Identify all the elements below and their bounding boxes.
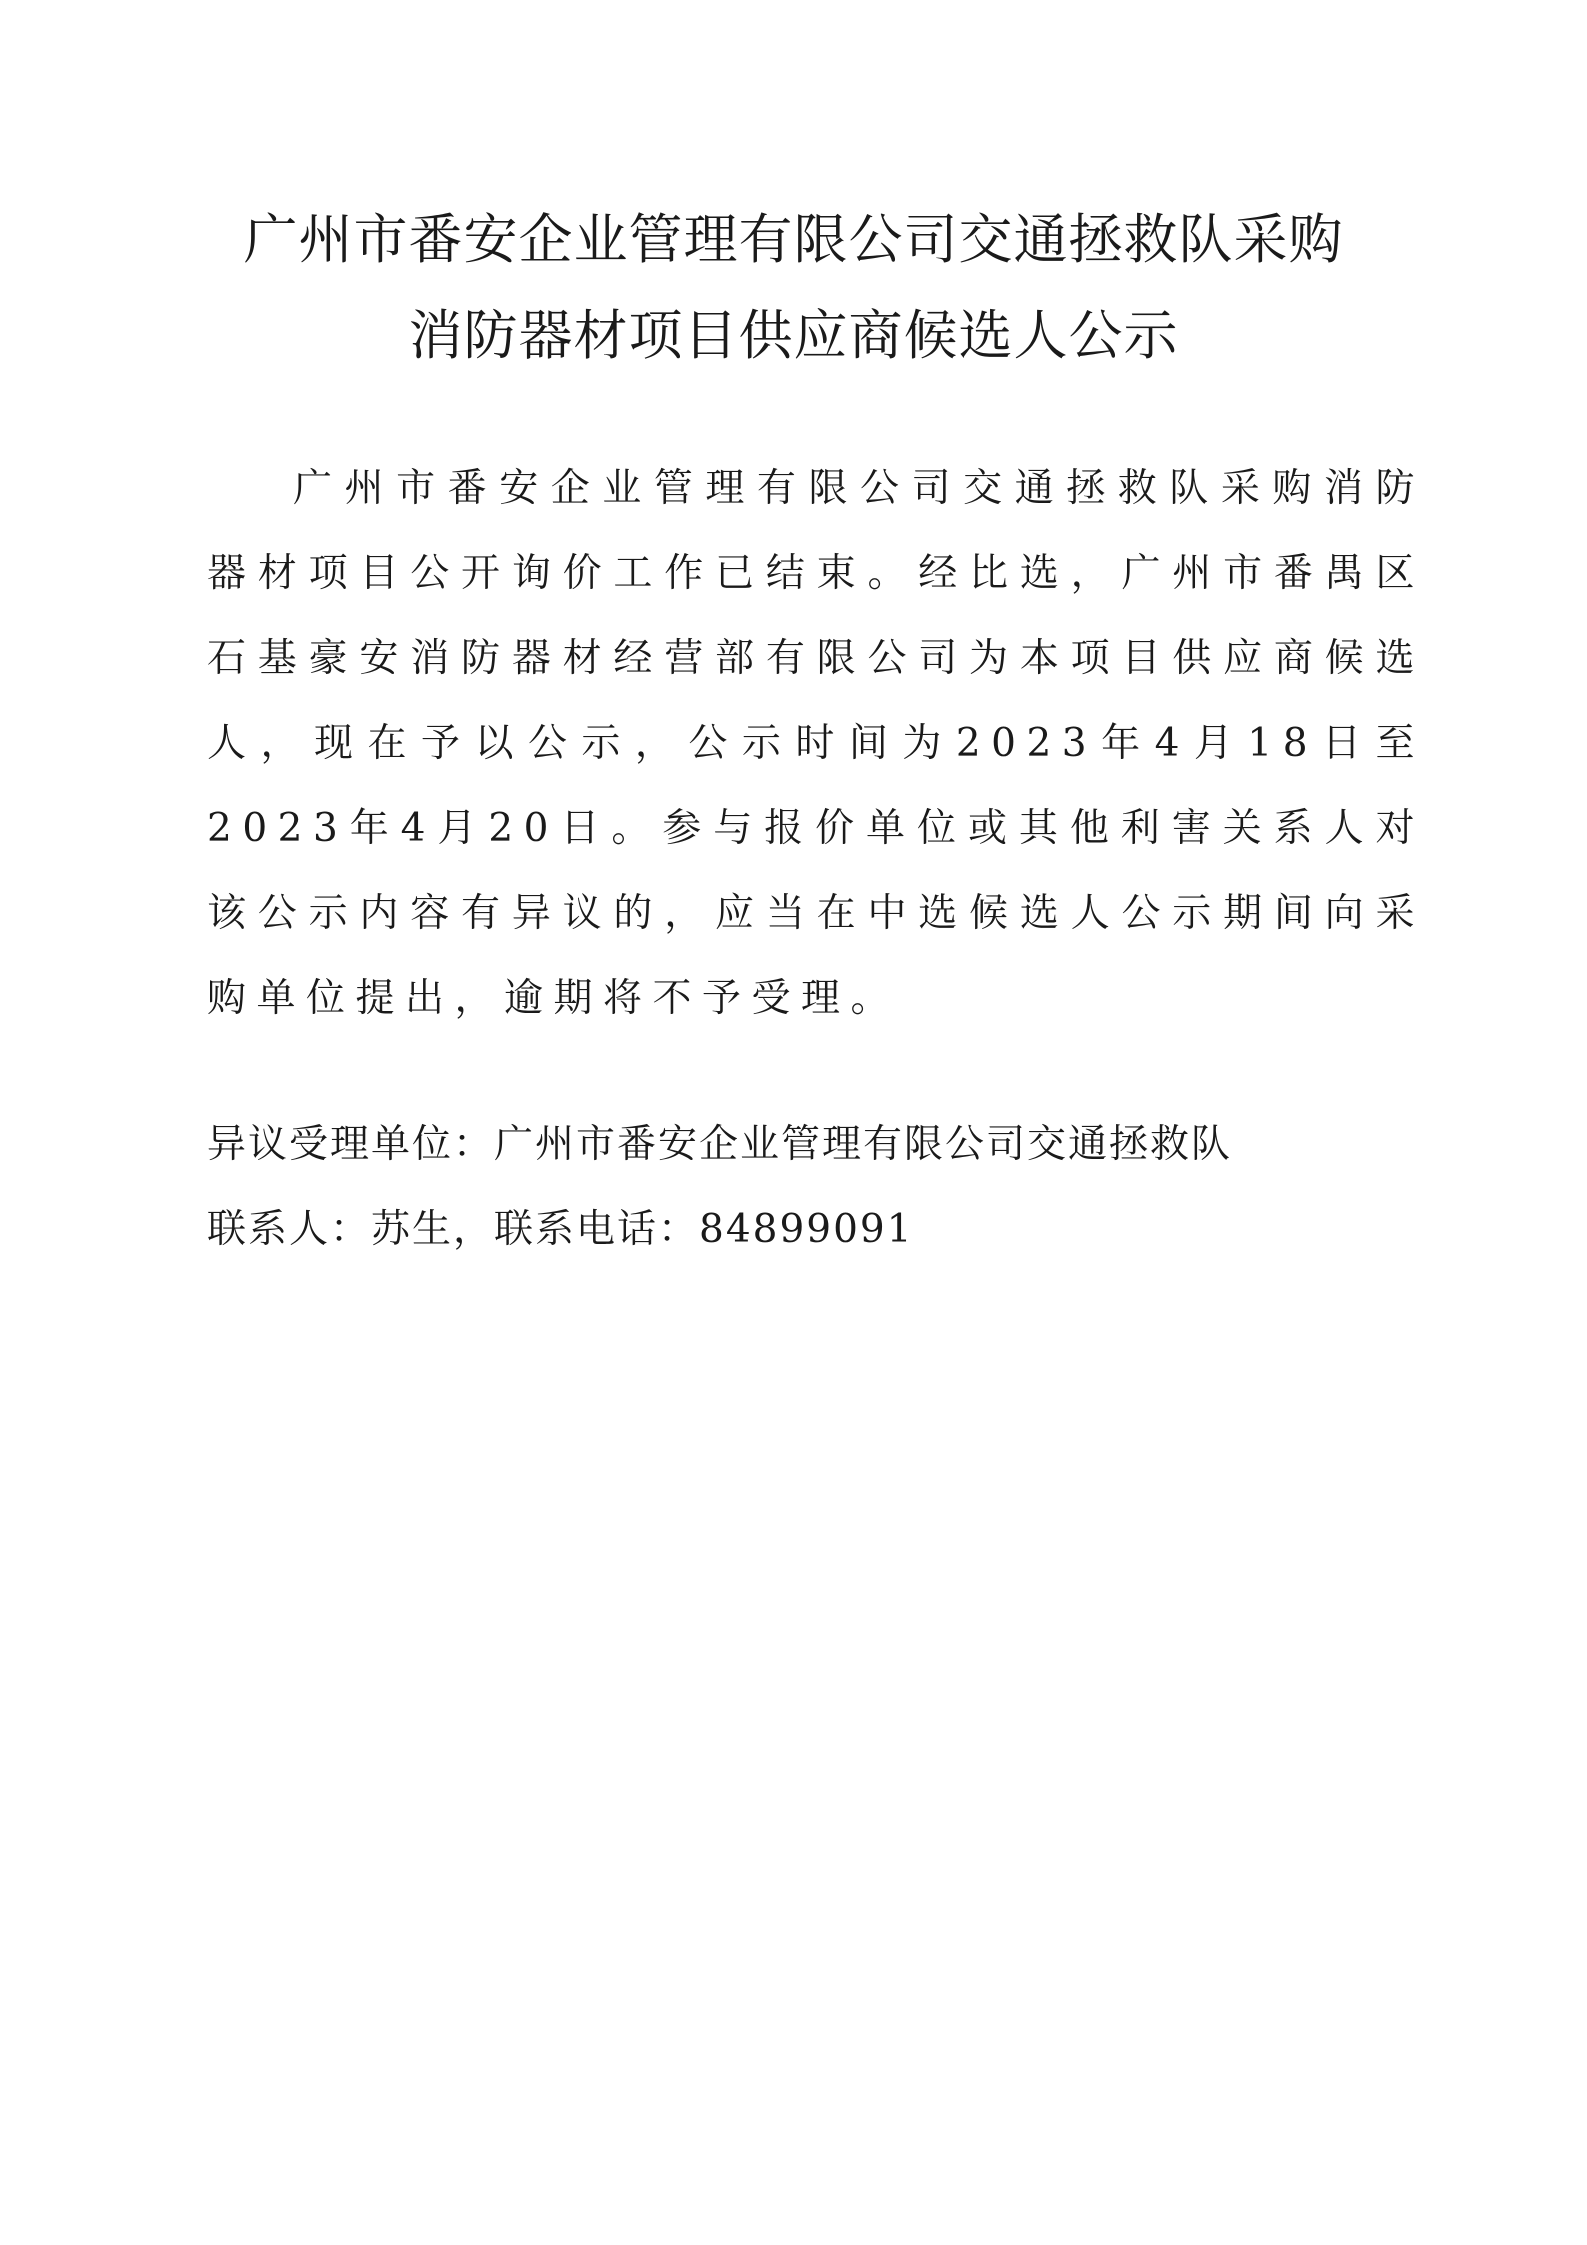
document-title [200,192,1387,384]
contact-block [207,1102,1425,1272]
announcement-body: 广州市番安企业管理有限公司交通拯救队采购消防器材项目公开询价工作已结束。经比选，广州市番禺区石基豪安消防器材经营部有限公司为本项目供应商候选人，现在予以公示，公示时间为2023年4月18日至2023年4月20日。参与报价单位或其他利害关系人对该公示内容有异议的，应当在中选候选人公示期间向采购单位提出，逾期将不予受理。 [207,466,1425,1021]
objection-unit-line: 异议受理单位：广州市番安企业管理有限公司交通拯救队 [207,1122,1233,1167]
title-line-1: 广州市番安企业管理有限公司交通拯救队采购 [243,208,1344,271]
contact-line: 联系人：苏生，联系电话：84899091 [207,1207,914,1252]
title-line-2: 消防器材项目供应商候选人公示 [408,304,1179,367]
